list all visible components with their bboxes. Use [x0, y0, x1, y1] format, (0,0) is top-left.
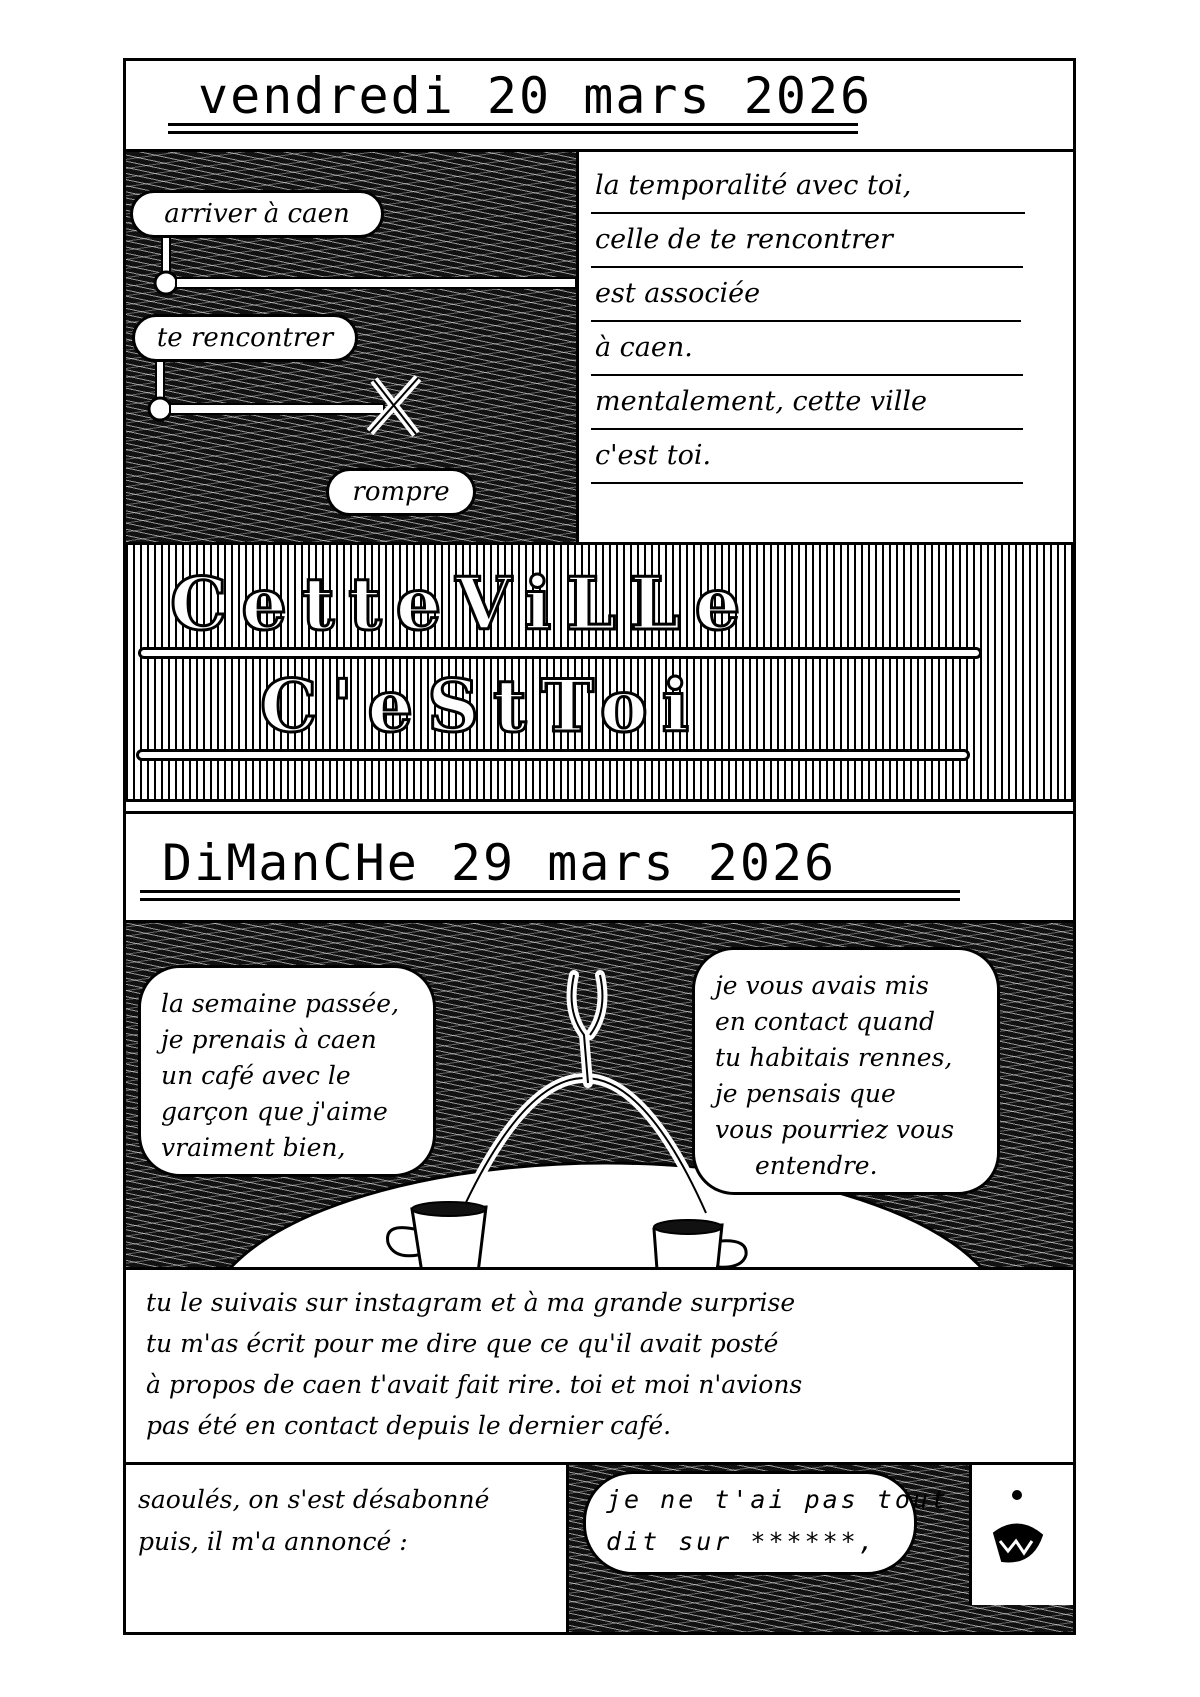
narrative-line: tu le suivais sur instagram et à ma grande surprise	[146, 1288, 796, 1317]
unfollow-line: saoulés, on s'est désabonné	[138, 1485, 490, 1514]
title-underline-lower	[140, 898, 960, 901]
comic-page	[123, 58, 1076, 1635]
bubble-text-line: vous pourriez vous	[715, 1115, 955, 1144]
panel-unfollow	[126, 1465, 566, 1632]
text-line: la temporalité avec toi,	[595, 170, 912, 201]
character-panel	[969, 1465, 1073, 1605]
text-line: à caen.	[595, 332, 693, 363]
text-line: est associée	[595, 278, 761, 309]
unfollow-line: puis, il m'a annoncé :	[138, 1527, 408, 1556]
timeline-step-arriver: arriver à caen	[130, 190, 384, 238]
big-lettering-line1: CetteViLLe	[170, 561, 755, 646]
panel-reflection-text	[579, 152, 1073, 542]
title-underline	[168, 123, 858, 126]
panel-narrative	[126, 1270, 1073, 1462]
timeline-step-rompre: rompre	[326, 468, 476, 516]
bubble-text-line: je prenais à caen	[161, 1025, 377, 1054]
panel-cette-ville	[126, 545, 1073, 799]
narrative-line: pas été en contact depuis le dernier café.	[146, 1411, 672, 1440]
title-underline	[140, 890, 960, 893]
big-lettering-line2: C'eStToi	[260, 663, 704, 748]
panel-announcement	[569, 1465, 1073, 1632]
bubble-text-line: en contact quand	[715, 1007, 936, 1036]
panel-sunday-title	[126, 814, 1073, 920]
timeline-node-1	[155, 272, 177, 294]
panel-cafe-scene	[126, 923, 1073, 1267]
character-face-icon	[972, 1465, 1073, 1605]
announcement-line: dit sur ******,	[606, 1527, 877, 1556]
narrative-line: tu m'as écrit pour me dire que ce qu'il avait posté	[146, 1329, 779, 1358]
timeline-node-2	[149, 398, 171, 420]
text-line: c'est toi.	[595, 440, 712, 471]
bubble-text-line: un café avec le	[161, 1061, 351, 1090]
friday-date-title: vendredi 20 mars 2026	[198, 67, 873, 125]
lettering-shelf-1	[138, 647, 982, 659]
panel-divider	[126, 799, 1073, 802]
panel-timeline	[126, 152, 576, 542]
bubble-text-line: tu habitais rennes,	[715, 1043, 953, 1072]
bubble-text-line: la semaine passée,	[161, 989, 400, 1018]
speech-bubble-left	[138, 965, 436, 1177]
bubble-text-line: je vous avais mis	[715, 971, 929, 1000]
timeline-step-rencontrer: te rencontrer	[132, 314, 358, 362]
text-line: mentalement, cette ville	[595, 386, 928, 417]
bubble-text-line: entendre.	[755, 1151, 878, 1180]
announcement-line: je ne t'ai pas tout	[606, 1485, 949, 1514]
sunday-date-title: DiManCHe 29 mars 2026	[162, 834, 837, 892]
title-underline-lower	[168, 131, 858, 134]
bubble-text-line: je pensais que	[715, 1079, 896, 1108]
speech-bubble-announcement	[583, 1471, 949, 1575]
bubble-text-line: garçon que j'aime	[161, 1097, 388, 1126]
speech-bubble-right	[692, 947, 1000, 1195]
bubble-text-line: vraiment bien,	[161, 1133, 346, 1162]
narrative-line: à propos de caen t'avait fait rire. toi et moi n'avions	[146, 1370, 803, 1399]
lettering-shelf-2	[136, 749, 970, 761]
text-line: celle de te rencontrer	[595, 224, 893, 255]
panel-friday-title	[126, 61, 1073, 149]
